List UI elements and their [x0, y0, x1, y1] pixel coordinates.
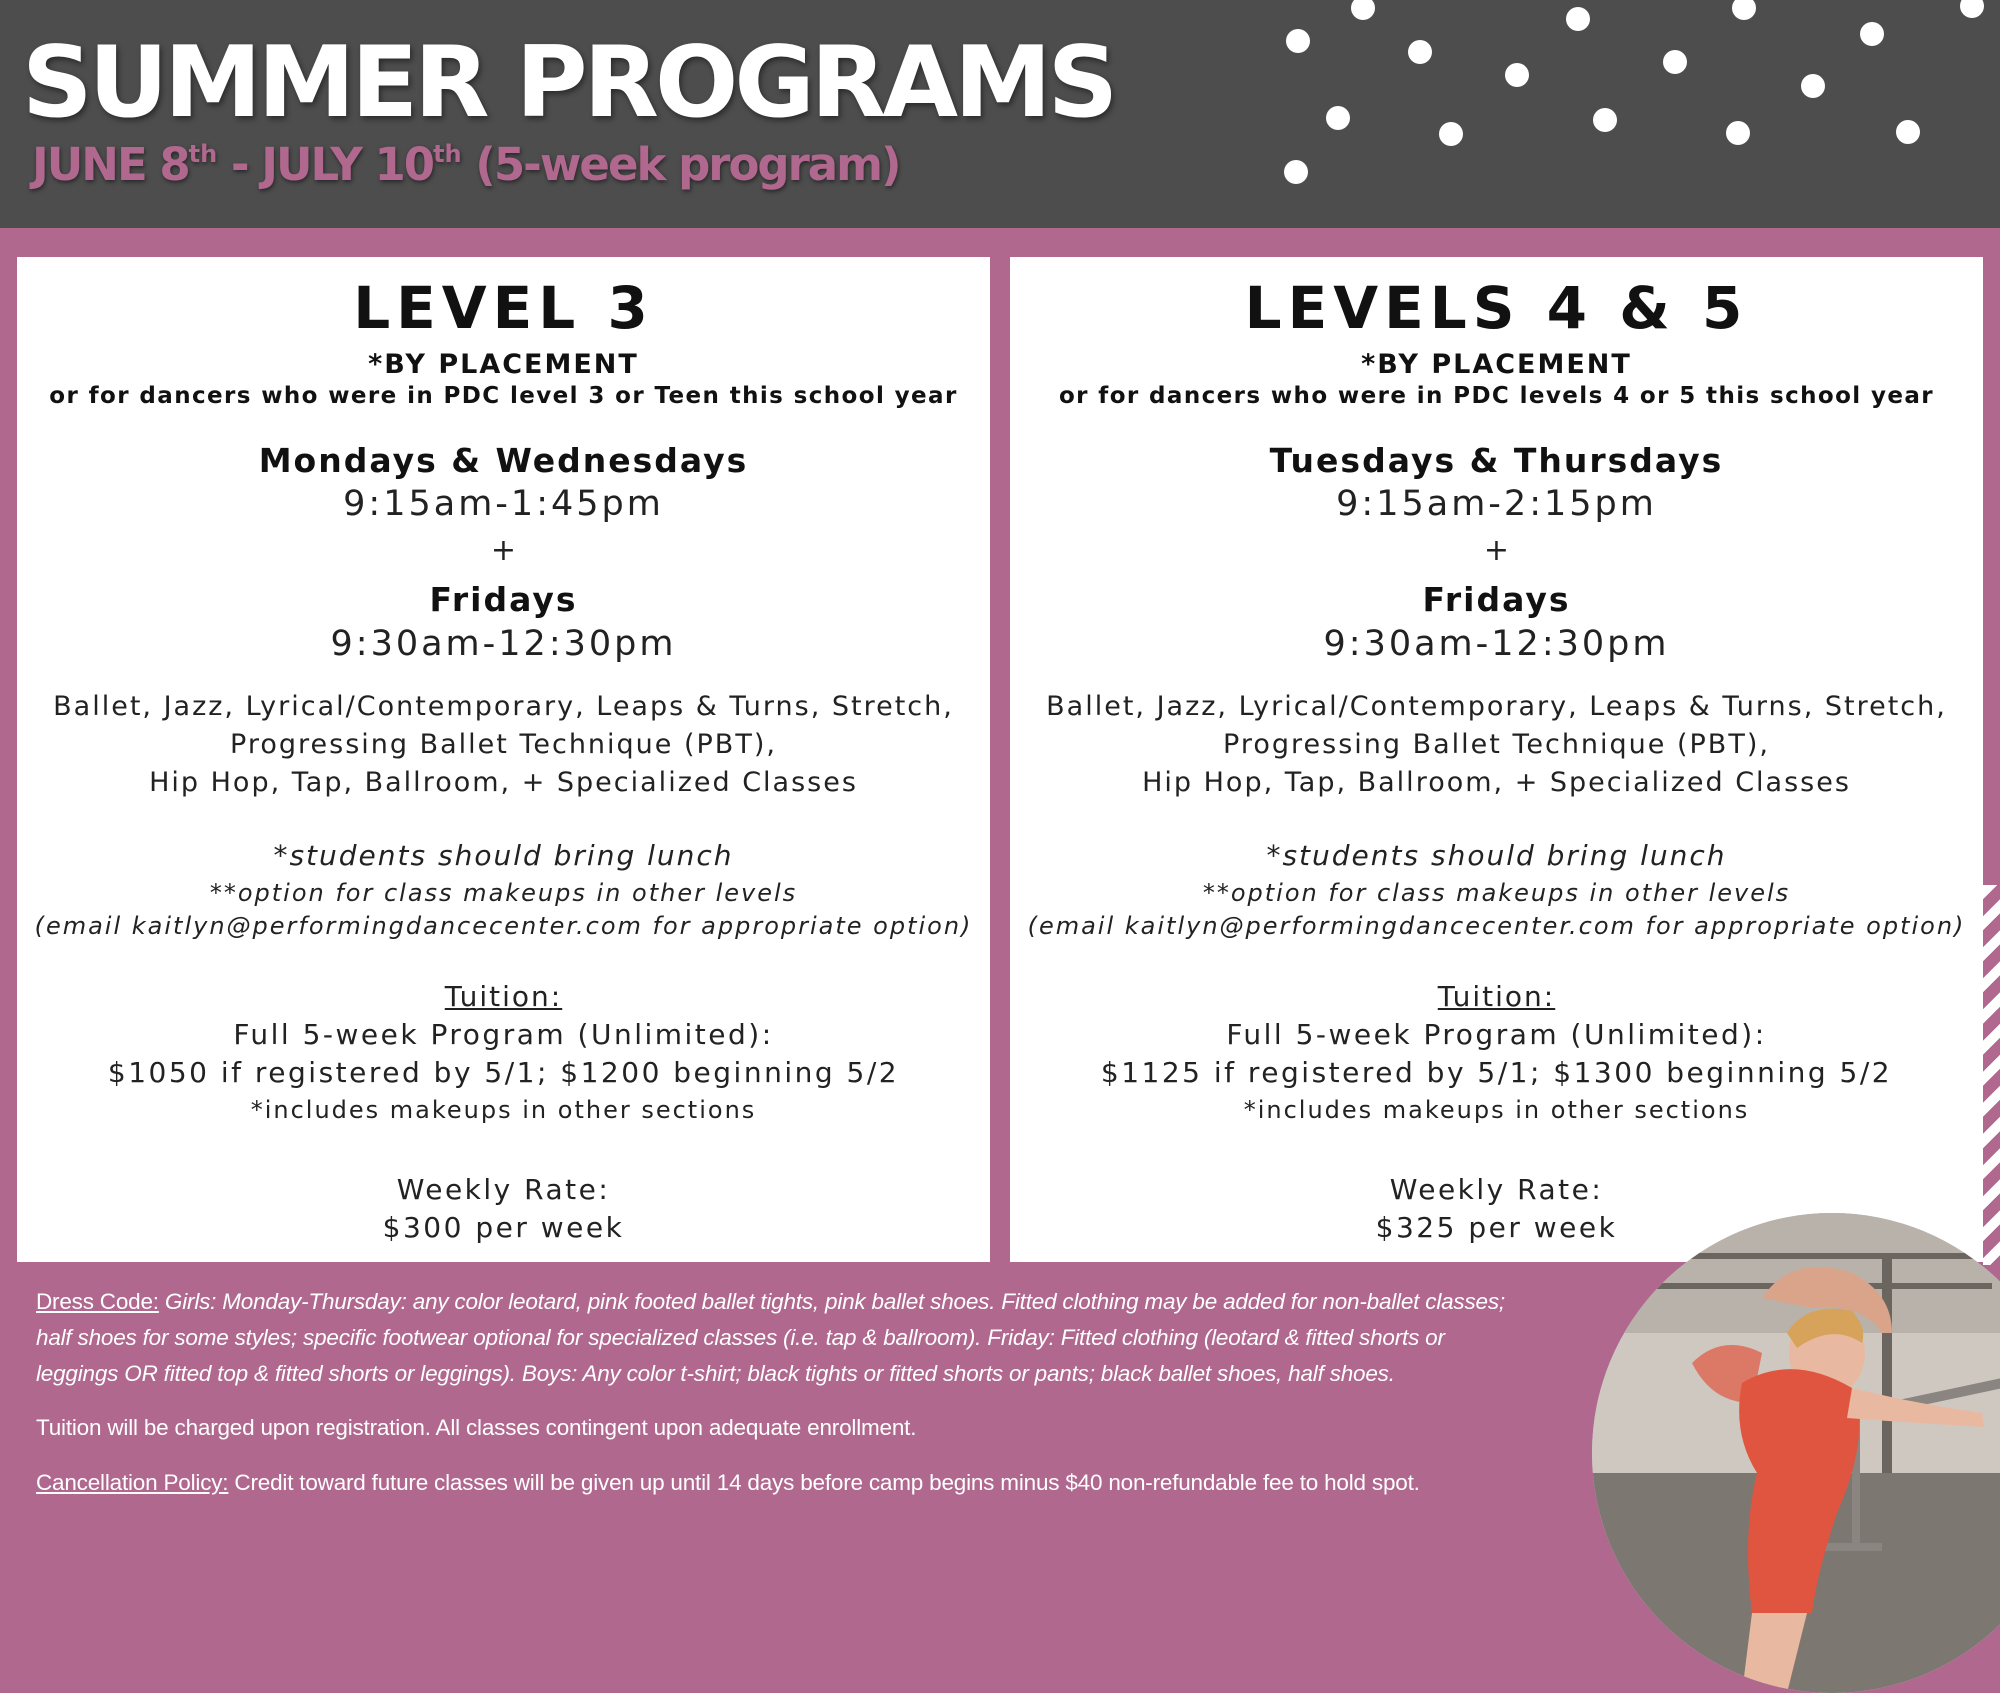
tuition-pricing: $1125 if registered by 5/1; $1300 beginning 5/2	[1100, 1056, 1893, 1089]
schedule-days-2: Fridays	[429, 580, 578, 619]
dress-code-line-2: half shoes for some styles; specific footwear optional for specialized classes (i.e. tap & ballroom). Friday: Fitted clothing (leotard & fitted shorts or	[36, 1325, 1445, 1350]
tuition-note: Tuition will be charged upon registration. All classes contingent upon adequate enrollment.	[36, 1415, 917, 1440]
weekly-rate-price: $300 per week	[382, 1211, 625, 1244]
lunch-note: *students should bring lunch	[1266, 839, 1727, 872]
dot	[1284, 160, 1308, 184]
dress-code-text: Girls: Monday-Thursday: any color leotard, pink footed ballet tights, pink ballet shoes. Fitted clothing may be added for non-ballet classes;	[164, 1289, 1505, 1314]
includes-note: *includes makeups in other sections	[250, 1096, 757, 1124]
full-program-label: Full 5-week Program (Unlimited):	[1226, 1018, 1767, 1051]
program-dates	[32, 138, 900, 191]
cancellation-policy	[36, 1465, 1636, 1501]
schedule-time-1: 9:15am-1:45pm	[343, 484, 664, 524]
dancer-illustration	[1592, 1213, 2000, 1693]
diagonal-stripes-decoration	[1983, 885, 2000, 1265]
tuition-pricing: $1050 if registered by 5/1; $1200 beginning 5/2	[107, 1056, 900, 1089]
class-list-line-3: Hip Hop, Tap, Ballroom, + Specialized Classes	[149, 767, 858, 798]
dot	[1801, 74, 1825, 98]
schedule-days-1: Tuesdays & Thursdays	[1269, 441, 1724, 480]
weekly-rate-price: $325 per week	[1375, 1211, 1618, 1244]
schedule-time-2: 9:30am-12:30pm	[330, 624, 677, 664]
schedule-time-1: 9:15am-2:15pm	[1336, 484, 1657, 524]
includes-note: *includes makeups in other sections	[1243, 1096, 1750, 1124]
dot	[1326, 106, 1350, 130]
dot	[1439, 122, 1463, 146]
placement-note: *BY PLACEMENT	[368, 349, 639, 380]
level-title: LEVELS 4 & 5	[1244, 274, 1749, 342]
tuition-label: Tuition:	[444, 980, 563, 1013]
lunch-note: *students should bring lunch	[273, 839, 734, 872]
dancer-photo	[1592, 1213, 2000, 1693]
level-3-panel	[17, 257, 990, 1262]
schedule-plus: +	[1483, 533, 1510, 568]
dot	[1663, 50, 1687, 74]
dot	[1566, 7, 1590, 31]
class-list-line-1: Ballet, Jazz, Lyrical/Contemporary, Leaps & Turns, Stretch,	[1046, 691, 1947, 722]
schedule-plus: +	[490, 533, 517, 568]
placement-note: *BY PLACEMENT	[1361, 349, 1632, 380]
level-title: LEVEL 3	[353, 274, 654, 342]
dress-code-section	[36, 1284, 1636, 1392]
program-length: (5-week program)	[461, 138, 900, 191]
dot	[1408, 40, 1432, 64]
dot	[1593, 108, 1617, 132]
dot	[1286, 29, 1310, 53]
start-date: JUNE 8	[32, 138, 189, 191]
tuition-label: Tuition:	[1437, 980, 1556, 1013]
page-title: SUMMER PROGRAMS	[22, 26, 1115, 140]
class-list-line-1: Ballet, Jazz, Lyrical/Contemporary, Leaps & Turns, Stretch,	[53, 691, 954, 722]
dot	[1896, 120, 1920, 144]
weekly-rate-label: Weekly Rate:	[1389, 1173, 1604, 1206]
makeup-note: **option for class makeups in other levels	[1202, 879, 1791, 907]
schedule-days-1: Mondays & Wednesdays	[258, 441, 749, 480]
class-list-line-3: Hip Hop, Tap, Ballroom, + Specialized Classes	[1142, 767, 1851, 798]
email-note: (email kaitlyn@performingdancecenter.com for appropriate option)	[34, 912, 973, 940]
dot	[1351, 0, 1375, 20]
dot	[1732, 0, 1756, 20]
end-date: - JULY 10	[217, 138, 434, 191]
eligibility-note: or for dancers who were in PDC levels 4 or 5 this school year	[1058, 383, 1935, 409]
levels-4-5-panel	[1010, 257, 1983, 1262]
dress-code-line-1	[36, 1284, 1636, 1320]
makeup-note: **option for class makeups in other levels	[209, 879, 798, 907]
dot	[1860, 22, 1884, 46]
header-banner	[0, 0, 2000, 228]
start-date-suffix: th	[188, 140, 218, 168]
email-note: (email kaitlyn@performingdancecenter.com for appropriate option)	[1027, 912, 1966, 940]
full-program-label: Full 5-week Program (Unlimited):	[233, 1018, 774, 1051]
cancellation-text: Credit toward future classes will be given up until 14 days before camp begins minus $40 non-refundable fee to hold spot.	[234, 1470, 1420, 1495]
class-list-line-2: Progressing Ballet Technique (PBT),	[230, 729, 777, 760]
schedule-time-2: 9:30am-12:30pm	[1323, 624, 1670, 664]
dot	[1505, 63, 1529, 87]
weekly-rate-label: Weekly Rate:	[396, 1173, 611, 1206]
dot	[1960, 0, 1984, 18]
end-date-suffix: th	[433, 140, 462, 168]
dress-code-line-3: leggings OR fitted top & fitted shorts or leggings). Boys: Any color t-shirt; black tights or fitted shorts or pants; black ballet shoes, half shoes.	[36, 1361, 1395, 1386]
cancellation-label: Cancellation Policy:	[36, 1470, 229, 1495]
eligibility-note: or for dancers who were in PDC level 3 or Teen this school year	[49, 383, 958, 409]
class-list-line-2: Progressing Ballet Technique (PBT),	[1223, 729, 1770, 760]
dress-code-label: Dress Code:	[36, 1289, 159, 1314]
schedule-days-2: Fridays	[1422, 580, 1571, 619]
dot	[1726, 121, 1750, 145]
